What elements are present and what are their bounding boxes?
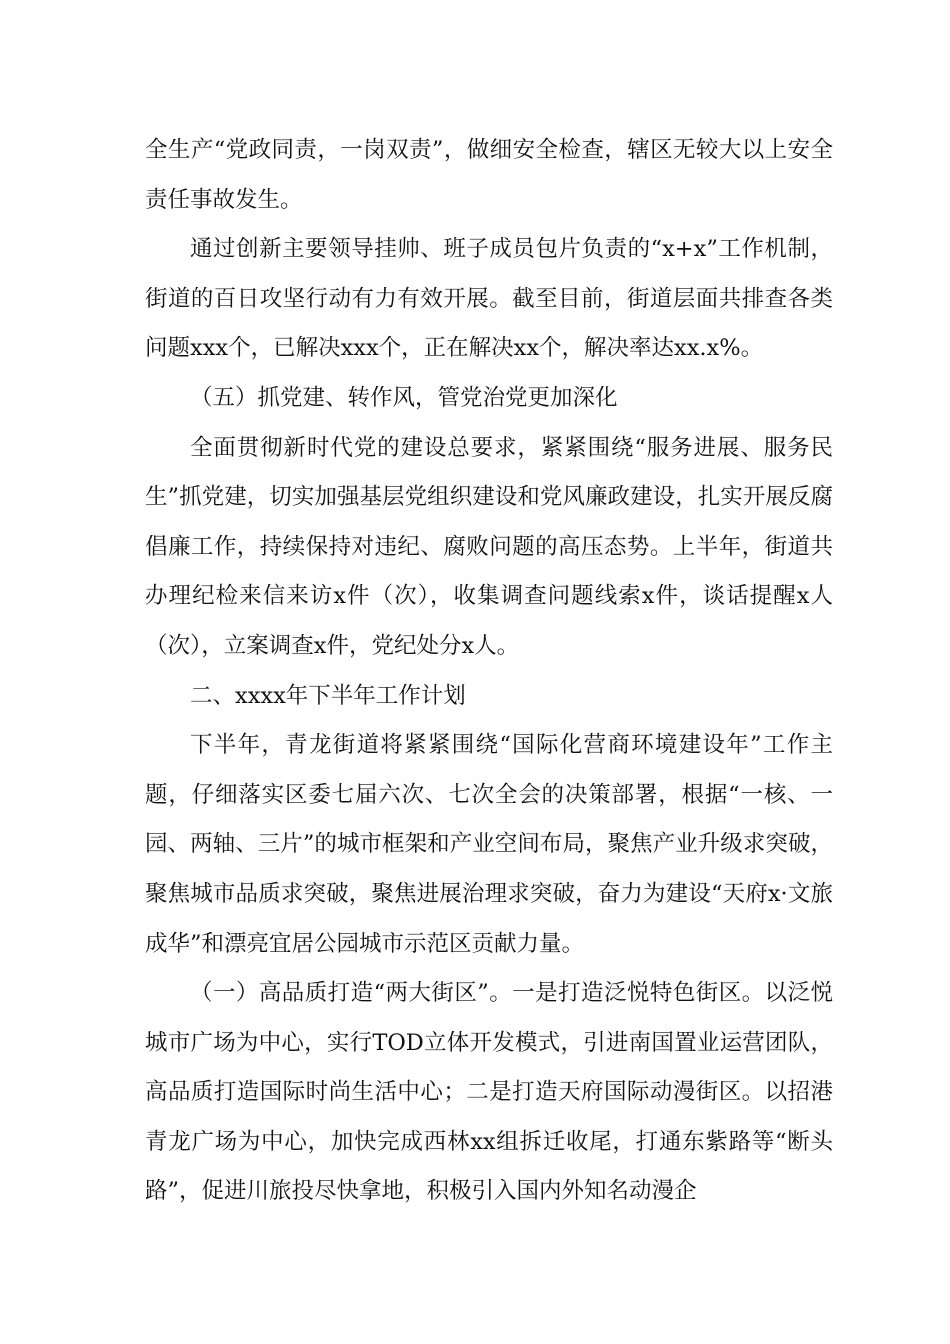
section-heading-party-building: （五）抓党建、转作风，管党治党更加深化 [190,384,618,411]
section-heading-work-plan: 二、xxxx年下半年工作计划 [190,682,466,709]
paragraph-party-building: 全面贯彻新时代党的建设总要求，紧紧围绕“服务进展、服务民生”抓党建，切实加强基层党组织建设和党风廉政建设，扎实开展反腐倡廉工作，持续保持对违纪、腐败问题的高压态势。上半年，街道共办理纪检来信来访x件（次），收集调查问题线索x件，谈话提醒x人（次），立案调查x件，党纪处分x人。 [145,434,833,659]
paragraph-two-districts: （一）高品质打造“两大街区”。一是打造泛悦特色街区。以泛悦城市广场为中心，实行TOD立体开发模式，引进南国置业运营团队，高品质打造国际时尚生活中心；二是打造天府国际动漫街区。以招港青龙广场为中心，加快完成西林xx组拆迁收尾，打通东紫路等“断头路”，促进川旅投尽快拿地，积极引入国内外知名动漫企 [145,980,833,1205]
paragraph-second-half-plan: 下半年，青龙街道将紧紧围绕“国际化营商环境建设年”工作主题，仔细落实区委七届六次、七次全会的决策部署，根据“一核、一园、两轴、三片”的城市框架和产业空间布局，聚焦产业升级求突破，聚焦城市品质求突破，聚焦进展治理求突破，奋力为建设“天府x·文旅成华”和漂亮宜居公园城市示范区贡献力量。 [145,732,833,957]
paragraph-safety-continued: 全生产“党政同责，一岗双责”，做细安全检查，辖区无较大以上安全责任事故发生。 [145,137,833,213]
paragraph-hundred-day-campaign: 通过创新主要领导挂帅、班子成员包片负责的“x+x”工作机制，街道的百日攻坚行动有力有效开展。截至目前，街道层面共排查各类问题xxx个，已解决xxx个，正在解决xx个，解决率达xx.x%。 [145,236,833,362]
document-body [145,126,833,1217]
